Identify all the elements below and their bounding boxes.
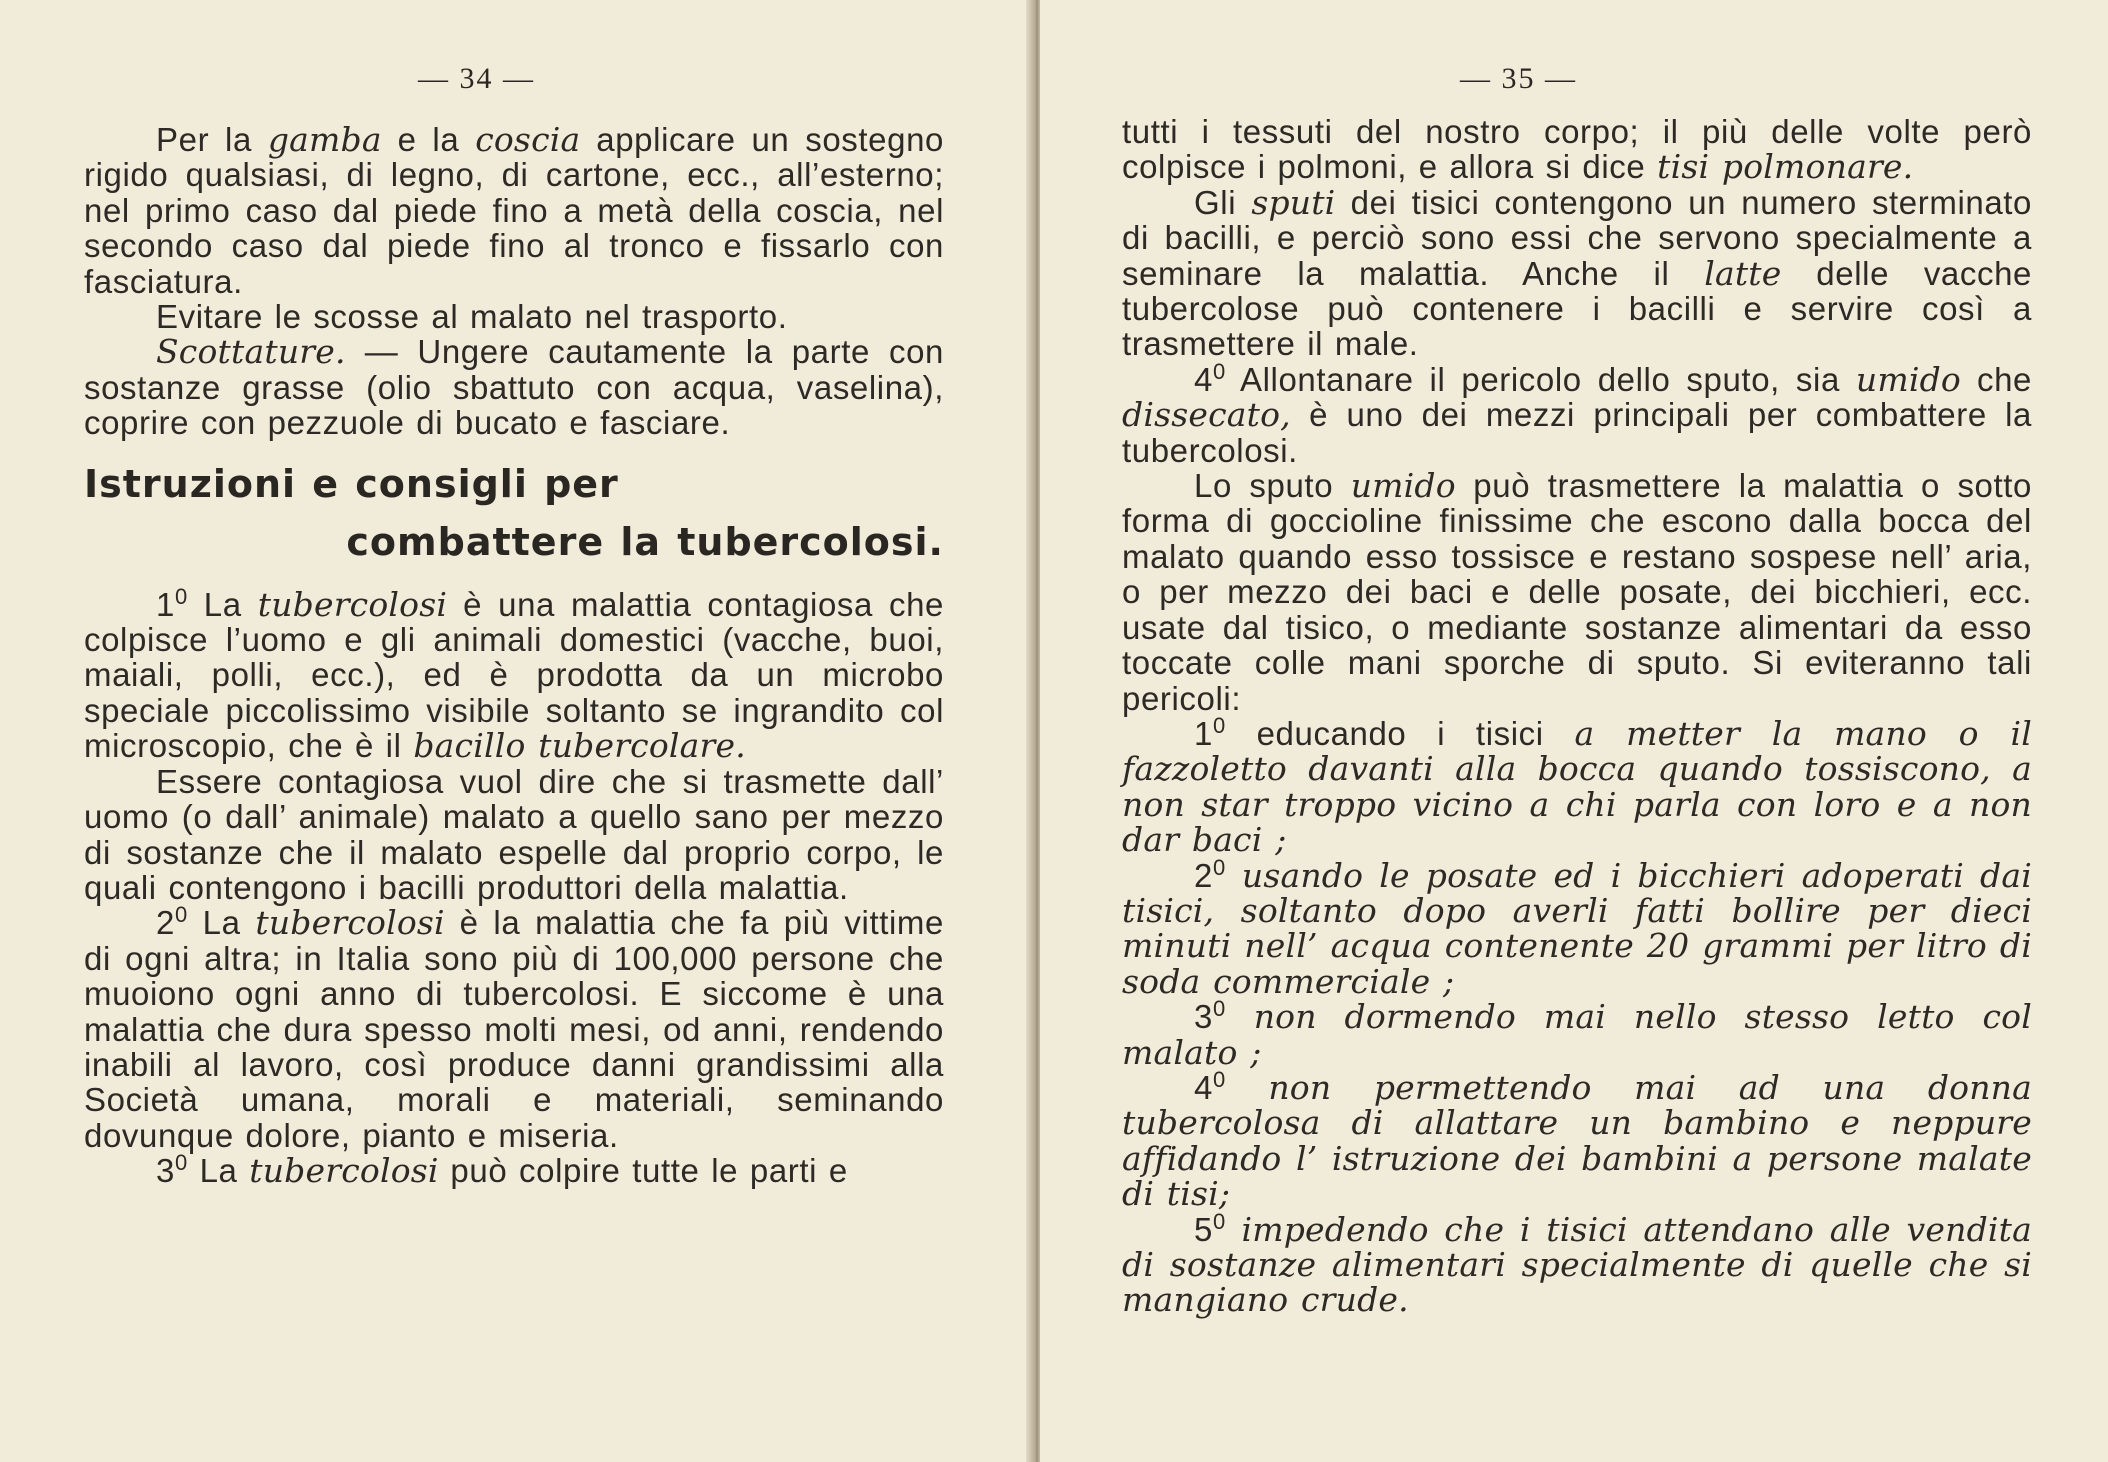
left-page-body (84, 122, 944, 1189)
italic-tubercolosi: tubercolosi (257, 584, 448, 624)
item-number: 5 (1194, 1210, 1213, 1248)
section-heading (84, 455, 944, 571)
italic-bacillo: bacillo tubercolare. (413, 726, 746, 766)
ordinal-mark: 0 (1212, 712, 1226, 738)
text-run: Lo sputo (1194, 467, 1351, 505)
sub-item-3 (1122, 996, 2032, 1072)
ordinal-mark: 0 (1212, 358, 1226, 384)
item-number: 2 (1194, 856, 1213, 894)
italic-text: usando le posate ed i bicchieri adoperati dai tisici, soltanto dopo averli fatti bollire per dieci minuti nell’ acqua contenente 20 grammi per litro di soda commerciale ; (1122, 855, 2032, 1001)
text-run: tutti i tessuti del nostro corpo; il più delle volte però colpisce i polmoni, e allora si dice (1122, 113, 2032, 186)
text-run: può colpire tutte le parti e (438, 1152, 848, 1190)
sub-item-4 (1122, 1066, 2032, 1214)
italic-dissecato: dissecato, (1122, 395, 1291, 435)
item-number: 3 (156, 1152, 175, 1190)
paragraph-sputi (1122, 182, 2032, 363)
italic-tisi-polmonare: tisi polmonare. (1657, 147, 1914, 187)
paragraph-tessuti (1122, 114, 2032, 185)
italic-text: impedendo che i tisici attendano alle vendita di sostanze alimentari specialmente di quelle che si mangiano crude. (1122, 1209, 2032, 1320)
ordinal-mark: 0 (1212, 1066, 1226, 1092)
paragraph-trasporto: Evitare le scosse al malato nel trasporto. (156, 298, 788, 336)
italic-text: non permettendo mai ad una donna tubercolosa di allattare un bambino e neppure affidando l’ istruzione dei bambini a persone malate di tisi; (1122, 1067, 2032, 1214)
ordinal-mark: 0 (1212, 996, 1226, 1022)
item-number: 1 (1194, 714, 1213, 752)
text-run: è uno dei mezzi principali per combattere la tubercolosi. (1122, 396, 2032, 469)
ordinal-mark: 0 (1212, 854, 1226, 880)
text-run: Allontanare il pericolo dello sputo, sia (1225, 360, 1856, 398)
text-run: delle vacche tubercolose può contenere i bacilli e servire così a trasmettere il male. (1122, 254, 2032, 363)
italic-umido: umido (1855, 359, 1961, 399)
text-run: La (187, 904, 256, 942)
item-number: 1 (156, 585, 175, 623)
text-run: educando i tisici (1225, 714, 1575, 752)
paragraph-sputo-umido (1122, 468, 2032, 716)
item-4 (1122, 358, 2032, 469)
text-run: è una malattia contagiosa che colpisce l’uomo e gli animali domestici (vacche, buoi, maiali, polli, ecc.), ed è prodotta da un microbo speciale piccolissimo visibile soltanto se ingrandito col microscopio, che è il (84, 585, 944, 765)
italic-umido: umido (1350, 466, 1456, 506)
text-run: — Ungere cautamente la parte con sostanze grasse (olio sbattuto con acqua, vaselina), coprire con pezzuole di bucato e fasciare. (84, 333, 944, 442)
text-run: Gli (1194, 183, 1252, 221)
italic-text: non dormendo mai nello stesso letto col malato ; (1122, 997, 2032, 1072)
text-run: La (187, 1152, 250, 1190)
ordinal-mark: 0 (174, 583, 188, 609)
italic-tubercolosi: tubercolosi (249, 1151, 439, 1191)
sub-item-5 (1122, 1208, 2032, 1320)
item-2 (84, 902, 944, 1154)
paragraph-contagiosa: Essere contagiosa vuol dire che si trasmette dall’ uomo (o dall’ animale) malato a quello sano per mezzo di sostanze che il malato espelle dal proprio corpo, le quali contengono i bacilli produttori della malattia. (84, 762, 944, 906)
heading-line-1: Istruzioni e consigli per (84, 461, 619, 506)
item-number: 4 (1194, 1068, 1213, 1106)
left-page (0, 0, 1030, 1462)
text-run: può trasmettere la malattia o sotto forma di goccioline finissime che escono dalla bocca del malato quando esso tossisce e restano sospese nell’ aria, o per mezzo dei baci e delle posate, dei bicchieri, ecc. usate dal tisico, o mediante sostanze alimentari da esso toccate colle mani sporche di sputo. Si eviteranno tali pericoli: (1122, 467, 2033, 717)
italic-latte: latte (1704, 253, 1782, 293)
page-number-left: — 34 — (418, 62, 535, 95)
italic-scottature: Scottature. (156, 332, 346, 372)
text-run: che (1961, 360, 2032, 398)
text-run: e la (381, 121, 476, 158)
sub-item-2 (1122, 854, 2032, 1001)
ordinal-mark: 0 (174, 902, 188, 928)
item-number: 4 (1194, 360, 1213, 398)
italic-text: a metter la mano o il fazzoletto davanti alla bocca quando tossiscono, a non star troppo vicino a chi parla con loro e a non dar baci ; (1122, 713, 2032, 860)
item-number: 3 (1194, 998, 1213, 1036)
item-number: 2 (156, 904, 175, 942)
italic-coscia: coscia (475, 120, 581, 159)
item-3 (84, 1150, 944, 1191)
sub-item-1 (1122, 712, 2032, 860)
item-1 (84, 583, 944, 766)
text-run: applicare un sostegno rigido qualsiasi, di legno, di cartone, ecc., all’esterno; nel primo caso dal piede fino a metà della coscia, nel secondo caso dal piede fino al tronco e fissarlo con fasciatura. (84, 121, 944, 300)
italic-sputi: sputi (1251, 182, 1336, 222)
ordinal-mark: 0 (1212, 1208, 1226, 1234)
paragraph-gamba-coscia (84, 122, 944, 299)
text-run: è la malattia che fa più vittime di ogni altra; in Italia sono più di 100,000 persone che muoiono ogni anno di tubercolosi. E siccome è una malattia che dura spesso molti mesi, od anni, rendendo inabili al lavoro, così produce danni grandissimi alla Società umana, morali e materiali, seminando dovunque dolore, pianto e miseria. (84, 904, 944, 1154)
page-number-right: — 35 — (1460, 62, 1577, 95)
ordinal-mark: 0 (174, 1150, 188, 1176)
right-page-body (1122, 114, 2032, 1318)
paragraph-scottature (84, 334, 944, 440)
text-run: dei tisici contengono un numero sterminato di bacilli, e perciò sono essi che servono specialmente a seminare la malattia. Anche il (1122, 183, 2032, 292)
italic-tubercolosi: tubercolosi (255, 903, 445, 943)
heading-line-2: combattere la tubercolosi. (346, 519, 944, 564)
italic-gamba: gamba (267, 120, 382, 159)
text-run: La (187, 585, 258, 623)
text-run: Per la (156, 121, 268, 158)
right-page (1040, 0, 2108, 1462)
